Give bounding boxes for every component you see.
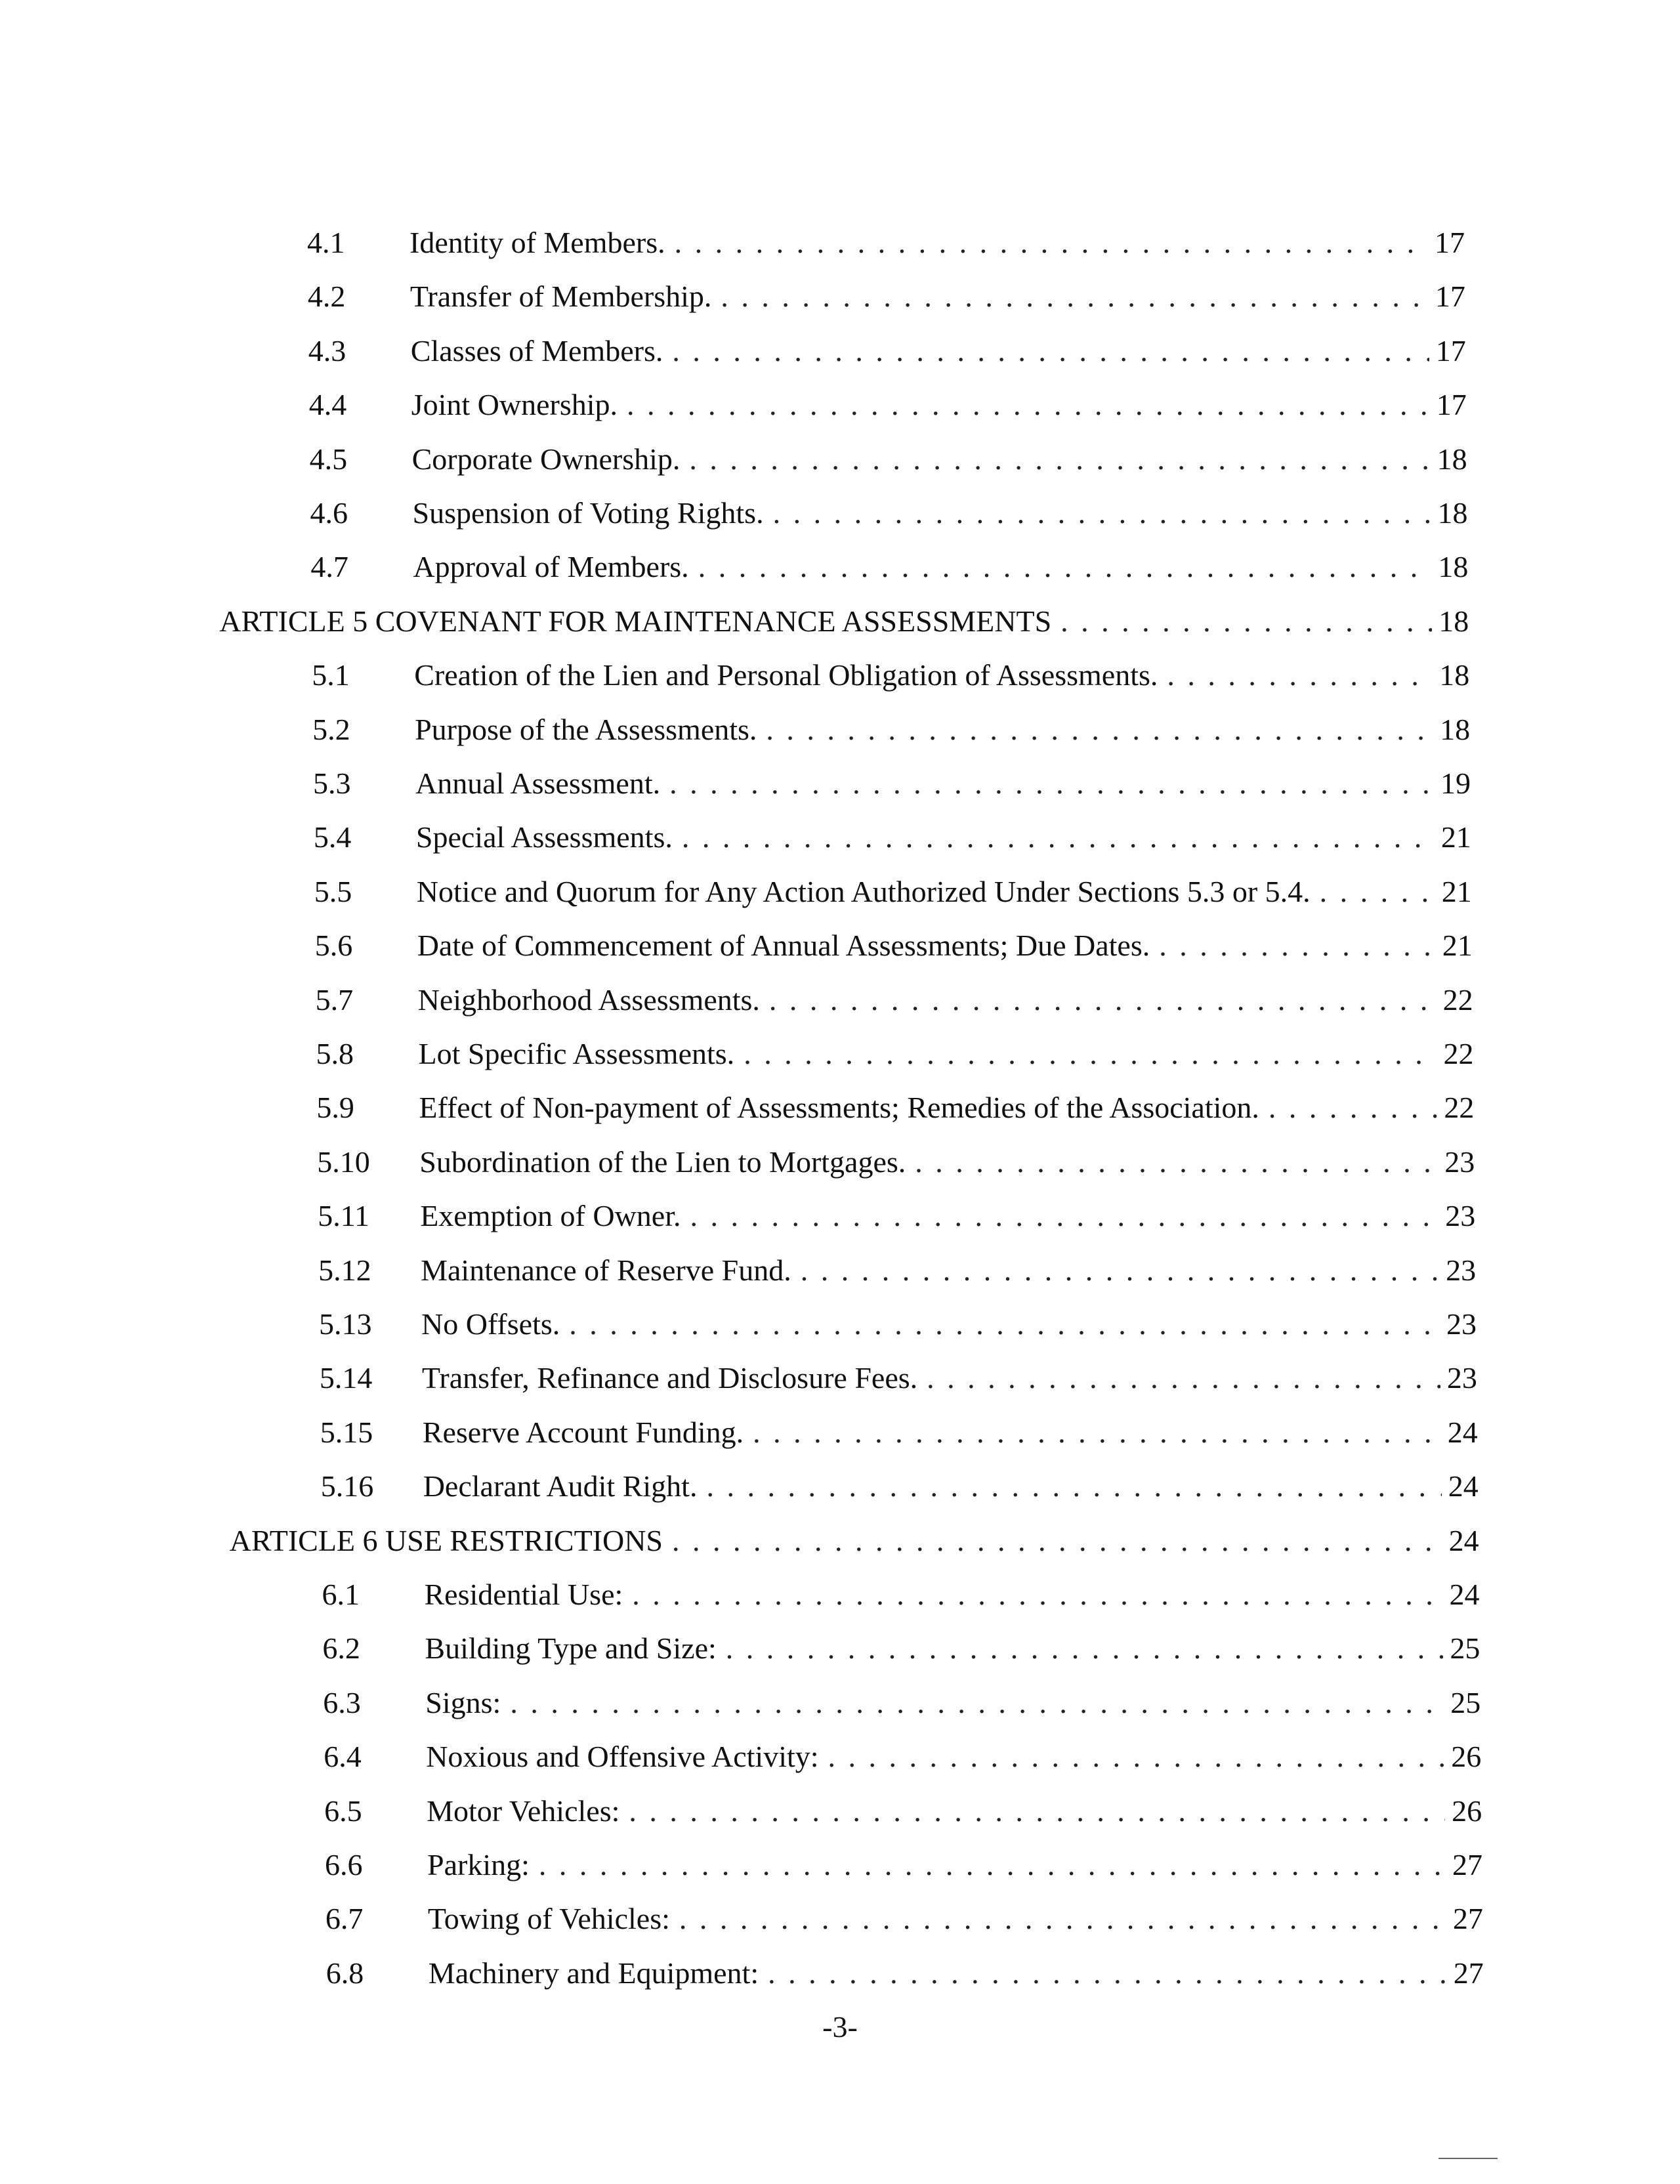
toc-entry-number: 4.3 [308,333,346,368]
toc-entry-page: 23 [1446,1253,1477,1287]
toc-entry-number: 5.5 [314,874,352,908]
toc-entry-title: Purpose of the Assessments. [415,712,757,746]
toc-entry-title: Subordination of the Lien to Mortgages. [419,1144,906,1179]
toc-entry-title: Annual Assessment. [415,766,661,800]
toc-entry [308,274,1465,320]
toc-entry-title: Effect of Non-payment of Assessments; Remedies of the Association. [419,1091,1259,1125]
toc-entry-number: 5.12 [318,1253,371,1287]
toc-entry-page: 23 [1445,1199,1476,1233]
toc-entry-page: 25 [1450,1685,1481,1719]
toc-entry-page: 21 [1442,929,1473,963]
toc-entry-page: 22 [1444,1091,1475,1125]
toc-entry [319,1301,1477,1347]
dot-leader [768,1950,1447,1996]
toc-entry-title: Corporate Ownership. [411,442,681,476]
dot-leader [627,382,1430,428]
toc-entry-page: 17 [1435,333,1466,368]
toc-entry-title: Special Assessments. [415,820,673,854]
toc-entry-number: 6.6 [325,1848,363,1881]
toc-entry-number: 6.4 [324,1740,362,1774]
toc-entry-number: 5.13 [319,1307,372,1341]
toc-entry-number: 5.16 [320,1469,374,1503]
toc-entry-title: Signs: [425,1685,501,1719]
dot-leader [689,436,1430,482]
toc-entry-title: ARTICLE 5 COVENANT FOR MAINTENANCE ASSESSMENTS [219,604,1052,638]
toc-entry [318,1248,1476,1293]
toc-entry-number: 4.5 [309,442,348,476]
dot-leader [632,1572,1442,1618]
toc-entry-page: 23 [1444,1144,1475,1179]
toc-entry-page: 24 [1448,1523,1479,1557]
toc-entry-number: 5.7 [315,982,354,1017]
toc-entry-number: 5.8 [316,1037,354,1070]
toc-entry-title: Notice and Quorum for Any Action Authorized Under Sections 5.3 or 5.4. [416,874,1311,908]
toc-entry [322,1572,1480,1618]
toc-entry-number: 6.1 [322,1578,360,1611]
dot-leader [773,490,1431,536]
toc-entry-title: Suspension of Voting Rights. [412,496,764,530]
toc-entry-page: 26 [1451,1740,1482,1774]
dot-leader [698,544,1432,590]
toc-entry-title: Towing of Vehicles: [427,1902,670,1936]
toc-entry [320,1355,1477,1401]
toc-entry [310,436,1467,482]
toc-entry-number: 4.7 [310,550,348,584]
toc-entry-page: 27 [1453,1956,1484,1990]
toc-entry-page: 22 [1443,1037,1474,1070]
dot-leader [690,1193,1439,1239]
toc-entry [314,814,1471,860]
toc-entry-page: 17 [1435,226,1465,259]
toc-entry-number: 5.4 [313,820,352,854]
toc-entry-title: Declarant Audit Right. [423,1469,698,1503]
toc-entry [309,382,1467,428]
toc-entry-page: 25 [1450,1631,1480,1666]
dot-leader [1269,1085,1437,1131]
toc-entry-page: 17 [1435,280,1465,314]
toc-entry [322,1626,1480,1671]
toc-entry-number: 5.10 [317,1144,370,1179]
toc-entry-number: 5.1 [312,658,350,692]
toc-entry-number: 5.14 [319,1361,373,1395]
dot-leader [726,1626,1444,1671]
toc-entry [324,1734,1481,1780]
dot-leader [721,274,1428,320]
toc-entry-page: 19 [1440,766,1471,800]
dot-leader [927,1355,1440,1401]
dot-leader [669,761,1434,807]
dot-leader [1320,869,1435,915]
toc-entry-page: 18 [1438,550,1469,584]
dot-leader [753,1410,1441,1456]
dot-leader [828,1734,1445,1780]
toc-entry [310,490,1468,536]
dot-leader [766,707,1433,753]
dot-leader [629,1788,1445,1834]
scan-mark [1438,2158,1498,2159]
toc-entry-title: Classes of Members. [410,333,663,368]
toc-entry-number: 5.2 [312,712,350,746]
toc-entry [316,1085,1474,1131]
toc-entry [307,220,1465,266]
toc-entry-number: 6.3 [323,1685,361,1719]
toc-entry-page: 18 [1440,712,1471,746]
toc-entry-title: Transfer, Refinance and Disclosure Fees. [421,1361,918,1395]
dot-leader [1159,923,1435,969]
toc-entry-number: 6.5 [324,1794,362,1828]
toc-entry-title: Joint Ownership. [411,388,618,422]
toc-entry-page: 24 [1448,1469,1479,1503]
toc-article-heading [219,598,1469,644]
toc-entry-title: Reserve Account Funding. [422,1415,744,1449]
toc-entry [317,1139,1475,1185]
toc-entry [318,1193,1475,1239]
dot-leader [1060,598,1432,644]
page-number: -3- [822,2010,858,2044]
toc-entry-number: 6.2 [322,1631,360,1666]
toc-entry [326,1896,1483,1942]
toc-entry [313,761,1471,807]
dot-leader [679,1896,1446,1942]
dot-leader [510,1680,1444,1726]
toc-entry-title: Approval of Members. [413,550,689,584]
toc-entry-number: 6.7 [325,1902,364,1936]
toc-article-heading [230,1518,1479,1564]
toc-entry [321,1463,1479,1509]
toc-entry-title: Parking: [427,1848,530,1881]
toc-entry-number: 4.1 [307,226,345,259]
dot-leader [682,814,1435,860]
toc-entry-page: 24 [1447,1415,1478,1449]
toc-entry-title: ARTICLE 6 USE RESTRICTIONS [229,1523,663,1557]
toc-entry-title: No Offsets. [421,1307,560,1341]
toc-entry [308,328,1466,374]
toc-entry [324,1788,1482,1834]
toc-entry [312,652,1469,698]
dot-leader [1167,652,1433,698]
toc-entry [310,544,1468,590]
toc-entry [325,1842,1482,1888]
dot-leader [569,1301,1440,1347]
dot-leader [672,328,1429,374]
toc-entry-page: 23 [1446,1361,1477,1395]
toc-entry [314,869,1472,915]
toc-entry-title: Neighborhood Assessments. [417,982,760,1017]
toc-entry-title: Building Type and Size: [425,1631,717,1666]
toc-entry [316,977,1473,1023]
toc-entry-title: Lot Specific Assessments. [418,1037,735,1070]
toc-entry-title: Date of Commencement of Annual Assessments; Due Dates. [417,929,1150,963]
toc-entry-number: 5.11 [318,1199,369,1233]
toc-entry-page: 22 [1442,982,1473,1017]
toc-entry-page: 24 [1449,1578,1480,1611]
toc-entry-number: 6.8 [326,1956,364,1990]
dot-leader [672,1518,1442,1564]
toc-entry-title: Maintenance of Reserve Fund. [421,1253,791,1287]
dot-leader [539,1842,1446,1888]
toc-entry-number: 5.15 [320,1415,373,1449]
toc-entry-number: 4.2 [307,280,346,314]
toc-entry-number: 5.6 [314,929,353,963]
toc-entry-page: 18 [1437,496,1468,530]
toc-entry [316,1031,1474,1077]
dot-leader [769,977,1437,1023]
toc-entry-page: 27 [1452,1848,1482,1881]
toc-entry-title: Residential Use: [424,1578,623,1611]
dot-leader [675,220,1428,266]
toc-entry-title: Creation of the Lien and Personal Obligation of Assessments. [414,658,1158,692]
toc-entry-page: 21 [1441,874,1472,908]
toc-entry-page: 18 [1438,604,1469,638]
toc-entry [312,707,1470,753]
toc-entry-page: 17 [1436,388,1467,422]
toc-entry-title: Motor Vehicles: [427,1794,620,1828]
toc-entry [315,923,1473,969]
toc-entry-number: 4.4 [308,388,347,422]
toc-entry-title: Identity of Members. [410,226,665,259]
toc-entry [326,1950,1484,1996]
toc-entry-page: 18 [1437,442,1467,476]
toc-entry-title: Noxious and Offensive Activity: [426,1740,819,1774]
dot-leader [744,1031,1437,1077]
toc-entry-number: 5.3 [313,766,351,800]
toc-entry-page: 27 [1452,1902,1483,1936]
dot-leader [915,1139,1438,1185]
toc-entry [323,1680,1480,1726]
toc-entry-number: 5.9 [316,1091,354,1125]
dot-leader [801,1248,1439,1293]
dot-leader [706,1463,1441,1509]
toc-entry-page: 21 [1440,820,1471,854]
toc-entry-number: 4.6 [310,496,348,530]
toc-entry-title: Exemption of Owner. [420,1199,681,1233]
toc-entry-page: 23 [1446,1307,1477,1341]
toc-entry [320,1410,1478,1456]
toc-entry-title: Transfer of Membership. [410,280,712,314]
toc-entry-title: Machinery and Equipment: [428,1956,759,1990]
toc-entry-page: 18 [1439,658,1470,692]
toc-entry-page: 26 [1452,1794,1482,1828]
